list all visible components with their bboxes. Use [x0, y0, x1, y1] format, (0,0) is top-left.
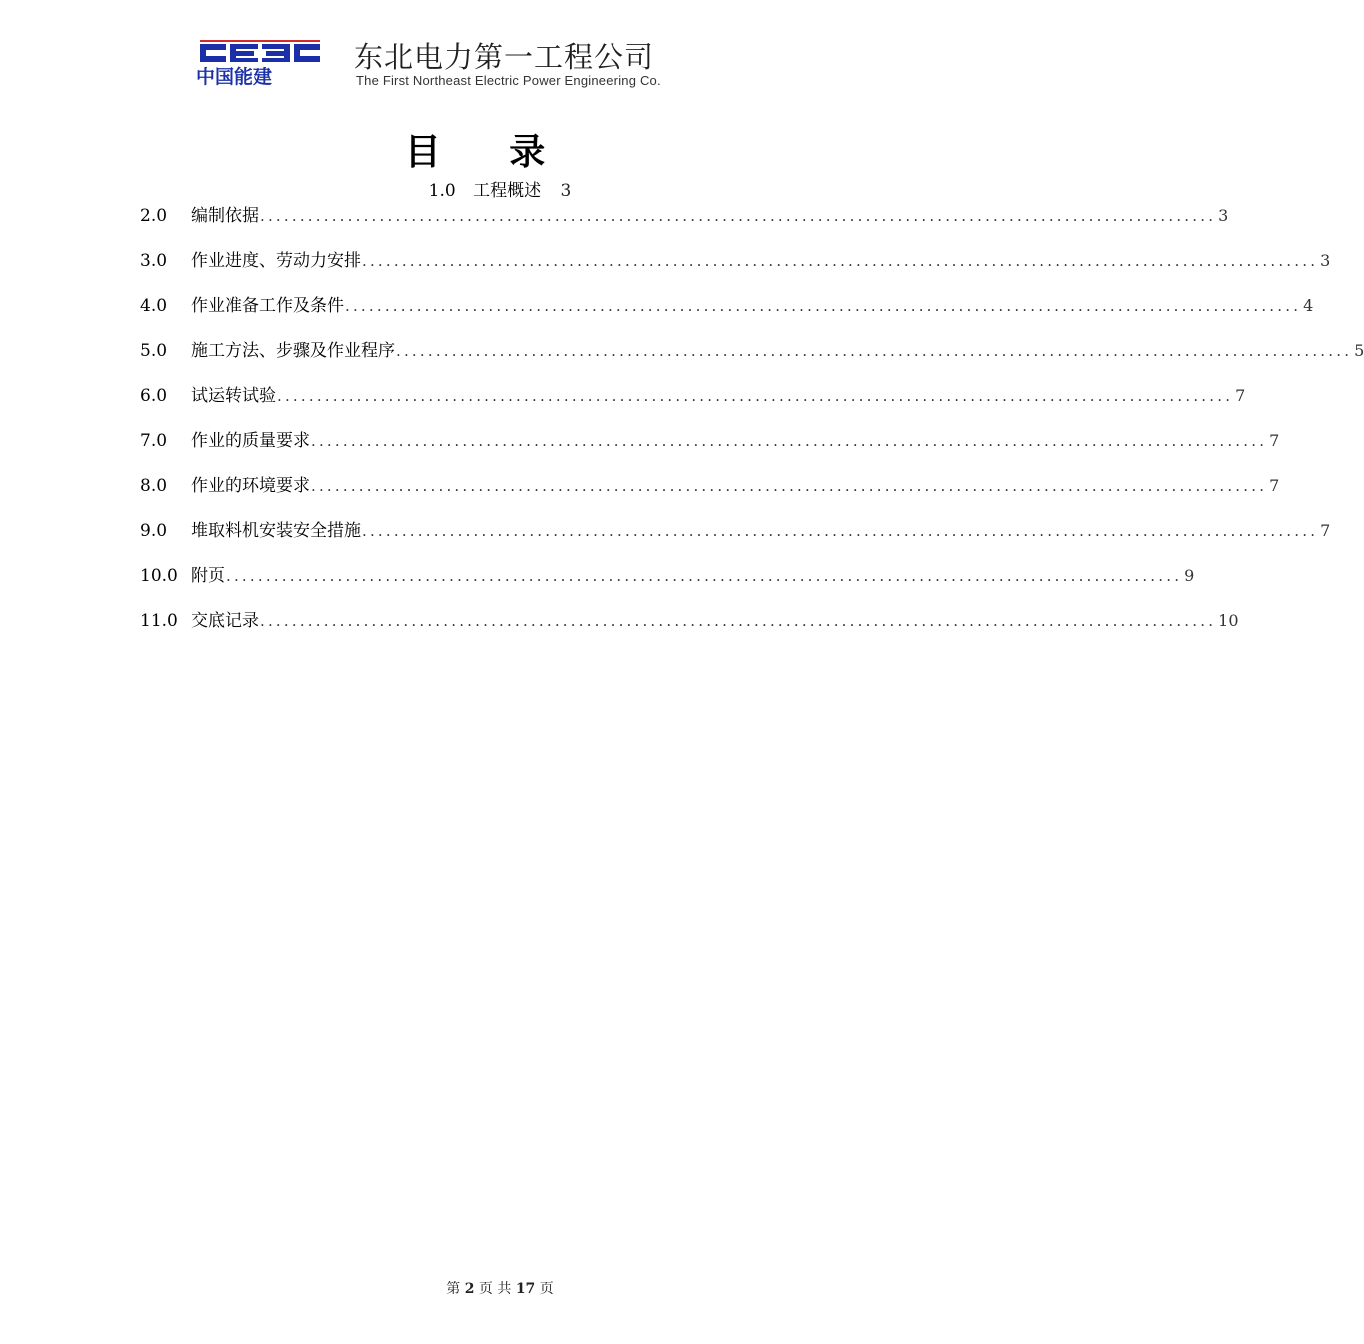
- toc-entry-page: 3: [1218, 206, 1229, 225]
- dot-leader: ........................................................................................................................: [260, 612, 1217, 630]
- toc-entry-number: 5.0: [140, 341, 168, 361]
- toc-entry[interactable]: [140, 384, 1246, 429]
- dot-leader: ........................................................................................................................: [277, 387, 1234, 405]
- toc-entry-page: 7: [1235, 386, 1246, 405]
- dot-leader: ........................................................................................................................: [311, 432, 1268, 450]
- toc-entry-label: 工程概述: [473, 181, 542, 201]
- company-name-chinese: 东北电力第一工程公司: [354, 40, 655, 74]
- toc-entry-number: 11.0: [140, 611, 178, 631]
- toc-title: 目 录: [404, 131, 574, 173]
- company-name-english: The First Northeast Electric Power Engineering Co.: [356, 73, 661, 88]
- toc-entry-page: 3: [1320, 251, 1331, 270]
- toc-entry-number: 8.0: [140, 476, 168, 496]
- dot-leader: ........................................................................................................................: [260, 207, 1217, 225]
- toc-entry-number: 10.0: [140, 566, 178, 586]
- toc-entry-label: 附页: [191, 566, 225, 586]
- toc-entry[interactable]: [140, 609, 1239, 654]
- footer-prefix: 第: [446, 1281, 461, 1297]
- toc-entry-page: 5: [1354, 341, 1364, 360]
- footer-total-pages: 17: [515, 1281, 536, 1297]
- toc-entry-label: 试运转试验: [191, 386, 276, 406]
- toc-entry-number: 9.0: [140, 521, 168, 541]
- toc-entry-number: 4.0: [140, 296, 168, 316]
- toc-entry[interactable]: [140, 204, 1229, 249]
- logo-chinese-name: 中国能建: [196, 66, 273, 88]
- toc-entry-page: 7: [1320, 521, 1331, 540]
- toc-entry[interactable]: [140, 339, 1364, 384]
- toc-entry-number: 7.0: [140, 431, 168, 451]
- dot-leader: ........................................................................................................................: [345, 297, 1302, 315]
- toc-list: [140, 204, 1364, 654]
- toc-entry-page: 7: [1269, 476, 1280, 495]
- page-footer: [0, 1280, 1000, 1298]
- toc-entry-label: 作业的环境要求: [191, 476, 310, 496]
- toc-entry-label: 作业进度、劳动力安排: [191, 251, 361, 271]
- toc-entry-page: 7: [1269, 431, 1280, 450]
- dot-leader: ........................................................................................................................: [362, 252, 1319, 270]
- toc-entry[interactable]: [140, 474, 1280, 519]
- toc-first-entry[interactable]: [0, 180, 1000, 202]
- toc-entry-number: 3.0: [140, 251, 168, 271]
- dot-leader: ........................................................................................................................: [396, 342, 1353, 360]
- toc-entry-label: 编制依据: [191, 206, 259, 226]
- toc-entry-number: 6.0: [140, 386, 168, 406]
- dot-leader: ........................................................................................................................: [311, 477, 1268, 495]
- dot-leader: ........................................................................................................................: [362, 522, 1319, 540]
- toc-entry-label: 交底记录: [191, 611, 259, 631]
- toc-entry[interactable]: [140, 564, 1195, 609]
- toc-entry-page: 9: [1184, 566, 1195, 585]
- toc-entry-label: 作业的质量要求: [191, 431, 310, 451]
- toc-entry[interactable]: [140, 519, 1331, 564]
- toc-entry-page: 3: [560, 181, 572, 201]
- toc-entry-page: 10: [1218, 611, 1239, 630]
- dot-leader: ........................................................................................................................: [226, 567, 1183, 585]
- toc-entry[interactable]: [140, 294, 1314, 339]
- toc-entry-label: 施工方法、步骤及作业程序: [191, 341, 395, 361]
- toc-entry-label: 作业准备工作及条件: [191, 296, 344, 316]
- toc-entry-number: 2.0: [140, 206, 168, 226]
- footer-suffix: 页: [539, 1281, 554, 1297]
- toc-entry-number: 1.0: [428, 181, 456, 201]
- footer-middle: 页 共: [478, 1281, 512, 1297]
- company-header: [196, 40, 806, 92]
- toc-entry-label: 堆取料机安装安全措施: [191, 521, 361, 541]
- footer-current-page: 2: [464, 1281, 475, 1297]
- toc-entry[interactable]: [140, 429, 1280, 474]
- toc-entry-page: 4: [1303, 296, 1314, 315]
- toc-entry[interactable]: [140, 249, 1331, 294]
